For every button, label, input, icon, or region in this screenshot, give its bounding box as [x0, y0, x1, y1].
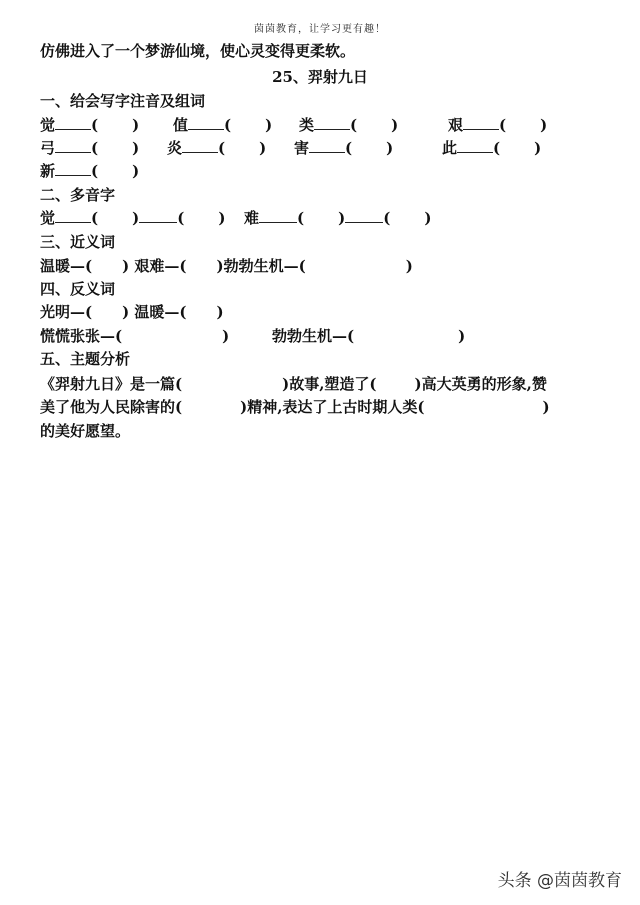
char-label: 觉: [40, 209, 56, 227]
char-label: 此: [442, 139, 458, 157]
pinyin-blank[interactable]: [463, 115, 499, 130]
theme-line-3: 的美好愿望。: [40, 422, 131, 440]
pinyin-blank[interactable]: [259, 208, 297, 223]
theme-line-1: 《羿射九日》是一篇( )故事,塑造了( )高大英勇的形象,赞: [40, 375, 547, 393]
char-item: 新 ( ): [40, 162, 140, 180]
char-label: 值: [173, 116, 189, 134]
char-item: 害 ( ): [294, 139, 394, 157]
char-label: 觉: [40, 116, 56, 134]
synonym-row: 温暖—( ) 艰难—( )勃勃生机—( ): [40, 257, 413, 275]
antonym-row: 光明—( ) 温暖—( ): [40, 303, 224, 321]
section-heading-1: 一、给会写字注音及组词: [40, 92, 206, 110]
char-label: 炎: [167, 139, 183, 157]
pinyin-blank[interactable]: [188, 115, 224, 130]
pinyin-blank[interactable]: [309, 138, 345, 153]
char-label: 弓: [40, 139, 56, 157]
polyphonic-item: 觉 ( ) ( ): [40, 209, 226, 227]
page-header: 茵茵教育，让学习更有趣！: [254, 24, 386, 35]
section-heading-2: 二、多音字: [40, 186, 116, 204]
char-item: 此 ( ): [442, 139, 542, 157]
pinyin-blank[interactable]: [55, 115, 91, 130]
char-label: 艰: [448, 116, 464, 134]
pinyin-blank[interactable]: [55, 208, 91, 223]
theme-line-2: 美了他为人民除害的( )精神,表达了上古时期人类( ): [40, 398, 550, 416]
char-item: 弓 ( ): [40, 139, 140, 157]
pinyin-blank[interactable]: [457, 138, 493, 153]
pinyin-blank[interactable]: [139, 208, 177, 223]
char-label: 类: [299, 116, 315, 134]
char-item: 值 ( ): [173, 116, 273, 134]
char-item: 炎 ( ): [167, 139, 267, 157]
char-label: 难: [244, 209, 260, 227]
intro-line: 仿佛进入了一个梦游仙境，使心灵变得更柔软。: [40, 42, 356, 60]
pinyin-blank[interactable]: [314, 115, 350, 130]
pinyin-blank[interactable]: [55, 161, 91, 176]
char-label: 新: [40, 162, 56, 180]
watermark: 头条 @茵茵教育: [497, 871, 622, 891]
polyphonic-item: 难 ( ) ( ): [244, 209, 432, 227]
char-item: 艰 ( ): [448, 116, 548, 134]
pinyin-blank[interactable]: [345, 208, 383, 223]
antonym-row: 勃勃生机—( ): [272, 327, 466, 345]
char-item: 觉 ( ): [40, 116, 140, 134]
antonym-row: 慌慌张张—( ): [40, 327, 230, 345]
char-label: 害: [294, 139, 310, 157]
section-heading-5: 五、主题分析: [40, 350, 131, 368]
section-heading-4: 四、反义词: [40, 280, 116, 298]
section-heading-3: 三、近义词: [40, 233, 116, 251]
pinyin-blank[interactable]: [55, 138, 91, 153]
char-item: 类 ( ): [299, 116, 399, 134]
pinyin-blank[interactable]: [182, 138, 218, 153]
lesson-title: 25、羿射九日: [272, 68, 368, 86]
